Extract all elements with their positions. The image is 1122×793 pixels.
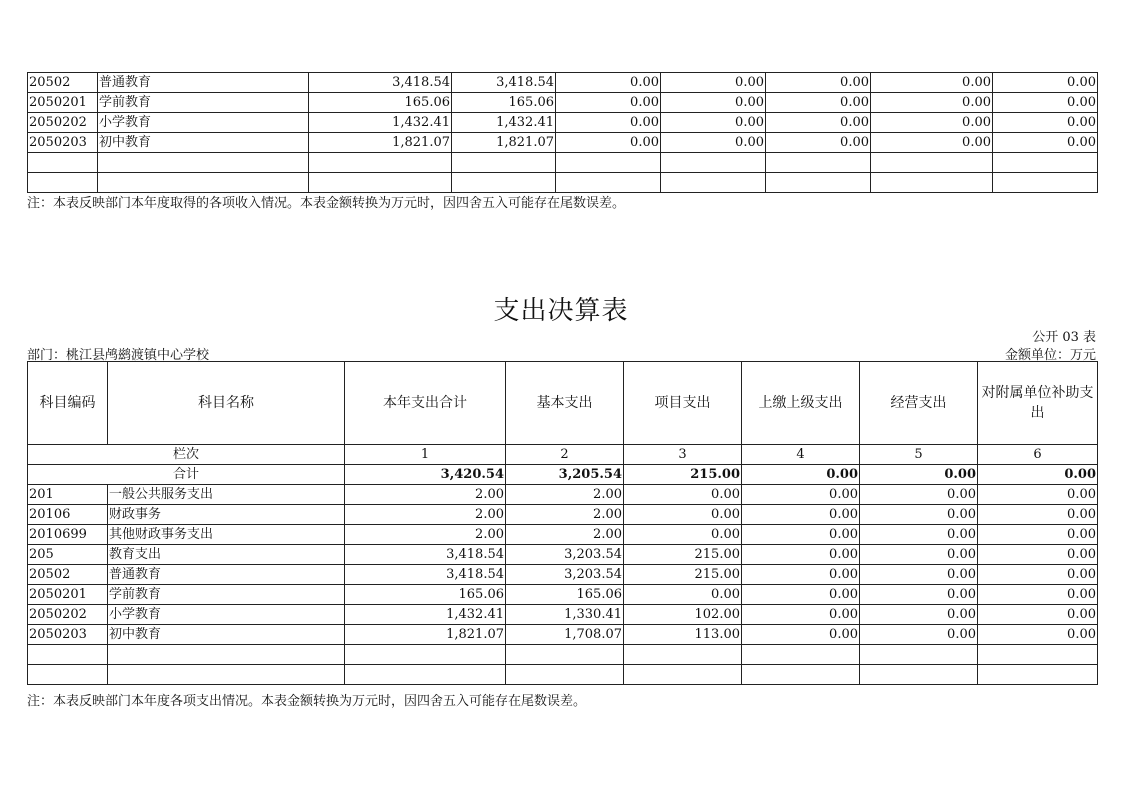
amount-cell: 0.00 [556,93,661,113]
name-cell: 教育支出 [108,545,345,565]
amount-cell: 3,203.54 [506,565,624,585]
code-cell: 2050203 [28,133,98,153]
amount-cell: 0.00 [661,93,766,113]
blank-cell [624,665,742,685]
amount-cell: 2.00 [345,505,506,525]
blank-cell [993,153,1098,173]
amount-cell: 0.00 [993,133,1098,153]
blank-cell [98,173,309,193]
column-header: 项目支出 [624,362,742,445]
code-cell: 20106 [28,505,108,525]
blank-cell [309,153,452,173]
name-cell: 一般公共服务支出 [108,485,345,505]
name-cell: 财政事务 [108,505,345,525]
column-header: 对附属单位补助支出 [978,362,1098,445]
income-table-note: 注：本表反映部门本年度取得的各项收入情况。本表金额转换为万元时，因四舍五入可能存在尾数误差。 [27,196,626,211]
amount-cell: 0.00 [860,545,978,565]
amount-cell: 165.06 [345,585,506,605]
amount-cell: 0.00 [742,605,860,625]
column-number: 3 [624,445,742,465]
code-cell: 205 [28,545,108,565]
blank-cell [28,153,98,173]
amount-cell: 0.00 [860,485,978,505]
column-number: 4 [742,445,860,465]
code-cell: 2050202 [28,605,108,625]
blank-cell [766,153,871,173]
amount-cell: 0.00 [978,485,1098,505]
blank-cell [108,665,345,685]
amount-cell: 1,330.41 [506,605,624,625]
amount-cell: 165.06 [309,93,452,113]
blank-cell [766,173,871,193]
column-number: 5 [860,445,978,465]
amount-cell: 0.00 [624,585,742,605]
name-cell: 学前教育 [108,585,345,605]
table-row [28,525,1098,545]
expenditure-table-note: 注：本表反映部门本年度各项支出情况。本表金额转换为万元时，因四舍五入可能存在尾数误差。 [27,694,587,709]
table-row [28,545,1098,565]
amount-cell: 0.00 [978,605,1098,625]
amount-cell: 0.00 [860,505,978,525]
blank-cell [28,173,98,193]
amount-cell: 2.00 [506,485,624,505]
blank-cell [742,665,860,685]
amount-cell: 0.00 [860,625,978,645]
amount-cell: 1,821.07 [452,133,556,153]
amount-cell: 3,203.54 [506,545,624,565]
column-header: 科目名称 [108,362,345,445]
blank-cell [345,665,506,685]
amount-cell: 0.00 [742,545,860,565]
amount-cell: 215.00 [624,565,742,585]
column-number-label: 栏次 [28,445,345,465]
code-cell: 201 [28,485,108,505]
blank-cell [661,153,766,173]
table-row [28,113,1098,133]
amount-cell: 3,418.54 [309,73,452,93]
amount-cell: 0.00 [978,545,1098,565]
blank-cell [108,645,345,665]
name-cell: 初中教育 [98,133,309,153]
table-row [28,485,1098,505]
amount-cell: 0.00 [978,625,1098,645]
amount-cell: 0.00 [993,113,1098,133]
blank-cell [452,153,556,173]
column-number-row [28,445,1098,465]
code-cell: 20502 [28,73,98,93]
blank-cell [978,665,1098,685]
table-header-row [28,362,1098,445]
table-row [28,133,1098,153]
unit-label: 金额单位：万元 [1004,348,1096,363]
total-value: 0.00 [978,465,1098,485]
amount-cell: 0.00 [661,113,766,133]
amount-cell: 0.00 [993,73,1098,93]
table-row [28,605,1098,625]
blank-row [28,665,1098,685]
column-header: 上缴上级支出 [742,362,860,445]
amount-cell: 0.00 [742,485,860,505]
amount-cell: 0.00 [860,585,978,605]
amount-cell: 2.00 [345,525,506,545]
table-row [28,565,1098,585]
amount-cell: 0.00 [766,133,871,153]
income-table-tail [27,72,1098,193]
amount-cell: 1,432.41 [345,605,506,625]
table-row [28,505,1098,525]
amount-cell: 0.00 [978,525,1098,545]
total-value: 215.00 [624,465,742,485]
table-row [28,93,1098,113]
amount-cell: 0.00 [661,133,766,153]
blank-cell [345,645,506,665]
amount-cell: 0.00 [742,565,860,585]
amount-cell: 0.00 [871,93,993,113]
total-value: 0.00 [742,465,860,485]
name-cell: 普通教育 [108,565,345,585]
blank-row [28,153,1098,173]
amount-cell: 1,821.07 [309,133,452,153]
blank-cell [860,645,978,665]
code-cell: 2050203 [28,625,108,645]
amount-cell: 215.00 [624,545,742,565]
page-title: 支出决算表 [493,296,629,326]
amount-cell: 165.06 [452,93,556,113]
column-header: 经营支出 [860,362,978,445]
name-cell: 其他财政事务支出 [108,525,345,545]
amount-cell: 0.00 [766,113,871,133]
table-row [28,585,1098,605]
code-cell: 2050202 [28,113,98,133]
name-cell: 初中教育 [108,625,345,645]
amount-cell: 0.00 [860,565,978,585]
amount-cell: 0.00 [871,73,993,93]
amount-cell: 0.00 [661,73,766,93]
total-row [28,465,1098,485]
amount-cell: 3,418.54 [345,545,506,565]
amount-cell: 0.00 [860,605,978,625]
blank-cell [506,645,624,665]
amount-cell: 3,418.54 [452,73,556,93]
amount-cell: 0.00 [556,73,661,93]
blank-cell [993,173,1098,193]
blank-cell [28,645,108,665]
column-number: 1 [345,445,506,465]
amount-cell: 0.00 [978,505,1098,525]
code-cell: 2050201 [28,585,108,605]
amount-cell: 2.00 [345,485,506,505]
column-header: 基本支出 [506,362,624,445]
blank-cell [871,153,993,173]
blank-cell [742,645,860,665]
amount-cell: 0.00 [978,565,1098,585]
expenditure-table [27,361,1098,685]
total-value: 0.00 [860,465,978,485]
amount-cell: 0.00 [624,505,742,525]
total-value: 3,205.54 [506,465,624,485]
amount-cell: 0.00 [860,525,978,545]
amount-cell: 0.00 [993,93,1098,113]
amount-cell: 0.00 [742,625,860,645]
amount-cell: 0.00 [871,113,993,133]
blank-cell [452,173,556,193]
code-cell: 2010699 [28,525,108,545]
amount-cell: 2.00 [506,505,624,525]
blank-cell [978,645,1098,665]
amount-cell: 0.00 [766,73,871,93]
department-label: 部门：桃江县鸬鹚渡镇中心学校 [27,348,210,363]
blank-cell [871,173,993,193]
blank-cell [506,665,624,685]
amount-cell: 0.00 [766,93,871,113]
blank-cell [661,173,766,193]
total-label: 合计 [28,465,345,485]
amount-cell: 1,821.07 [345,625,506,645]
amount-cell: 0.00 [624,525,742,545]
amount-cell: 1,708.07 [506,625,624,645]
blank-cell [624,645,742,665]
blank-cell [556,173,661,193]
amount-cell: 0.00 [556,113,661,133]
table-row [28,73,1098,93]
name-cell: 普通教育 [98,73,309,93]
amount-cell: 1,432.41 [309,113,452,133]
amount-cell: 0.00 [871,133,993,153]
amount-cell: 1,432.41 [452,113,556,133]
code-cell: 20502 [28,565,108,585]
blank-cell [309,173,452,193]
name-cell: 小学教育 [98,113,309,133]
blank-cell [860,665,978,685]
table-row [28,625,1098,645]
blank-cell [556,153,661,173]
amount-cell: 0.00 [742,505,860,525]
column-number: 2 [506,445,624,465]
column-header: 科目编码 [28,362,108,445]
amount-cell: 0.00 [624,485,742,505]
amount-cell: 0.00 [742,525,860,545]
blank-cell [28,665,108,685]
amount-cell: 0.00 [556,133,661,153]
amount-cell: 0.00 [742,585,860,605]
amount-cell: 165.06 [506,585,624,605]
code-cell: 2050201 [28,93,98,113]
blank-cell [98,153,309,173]
amount-cell: 3,418.54 [345,565,506,585]
name-cell: 学前教育 [98,93,309,113]
amount-cell: 2.00 [506,525,624,545]
total-value: 3,420.54 [345,465,506,485]
blank-row [28,173,1098,193]
amount-cell: 113.00 [624,625,742,645]
table-code: 公开 03 表 [1032,330,1096,345]
column-header: 本年支出合计 [345,362,506,445]
amount-cell: 0.00 [978,585,1098,605]
name-cell: 小学教育 [108,605,345,625]
blank-row [28,645,1098,665]
column-number: 6 [978,445,1098,465]
amount-cell: 102.00 [624,605,742,625]
